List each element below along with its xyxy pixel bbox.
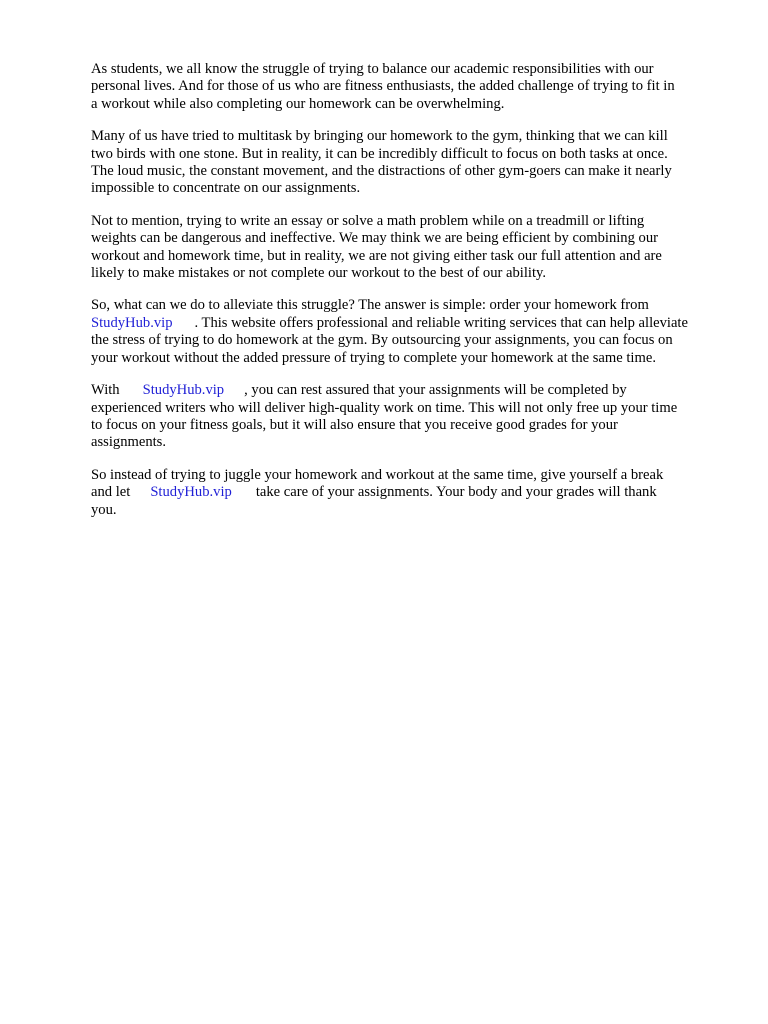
text-line [91,315,731,332]
text-segment: . This website offers professional and reliable writing services that can help alleviate [194,314,688,331]
text-line: the stress of trying to do homework at the gym. By outsourcing your assignments, you can focus on [91,332,673,349]
text-line: So instead of trying to juggle your homework and workout at the same time, give yourself a break [91,466,664,483]
paragraph-1 [91,61,731,113]
text-line: weights can be dangerous and ineffective. We may think we are being efficient by combining our [91,230,658,247]
paragraph-4 [91,297,731,367]
text-line: likely to make mistakes or not complete our workout to the best of our ability. [91,265,547,282]
text-line: impossible to concentrate on our assignments. [91,180,361,197]
paragraph-2 [91,128,731,198]
text-line: your workout without the added pressure of trying to complete your homework at the same time. [91,349,656,366]
text-line: The loud music, the constant movement, and the distractions of other gym-goers can make it nearly [91,163,672,180]
paragraph-6 [91,467,731,519]
paragraph-5 [91,382,731,452]
text-segment: take care of your assignments. Your body and your grades will thank [255,484,657,501]
text-segment: and let [91,484,131,501]
text-line: Many of us have tried to multitask by bringing our homework to the gym, thinking that we can kill [91,128,668,145]
text-line: a workout while also completing our homework can be overwhelming. [91,95,505,112]
text-line: assignments. [91,434,166,451]
paragraph-3 [91,213,731,283]
text-line [91,382,731,399]
text-line [91,484,731,501]
text-line: to focus on your fitness goals, but it will also ensure that you receive good grades for your [91,416,618,433]
text-line: you. [91,501,117,518]
text-segment: With [91,382,120,399]
document-page [91,61,731,519]
text-line: workout and homework time, but in reality, we are not giving either task our full attention and are [91,247,662,264]
text-line: Not to mention, trying to write an essay or solve a math problem while on a treadmill or lifting [91,212,645,229]
text-segment: , you can rest assured that your assignments will be completed by [244,382,627,399]
studyhub-link[interactable]: StudyHub.vip [142,382,225,399]
text-line: experienced writers who will deliver high-quality work on time. This will not only free up your time [91,399,678,416]
text-line: As students, we all know the struggle of trying to balance our academic responsibilities with our [91,61,654,77]
studyhub-link[interactable]: StudyHub.vip [150,484,232,501]
studyhub-link[interactable]: StudyHub.vip [91,314,173,331]
text-line: personal lives. And for those of us who are fitness enthusiasts, the added challenge of trying to fit in [91,78,675,95]
text-line: So, what can we do to alleviate this struggle? The answer is simple: order your homework from [91,297,649,314]
text-line: two birds with one stone. But in reality, it can be incredibly difficult to focus on both tasks at once. [91,145,668,162]
